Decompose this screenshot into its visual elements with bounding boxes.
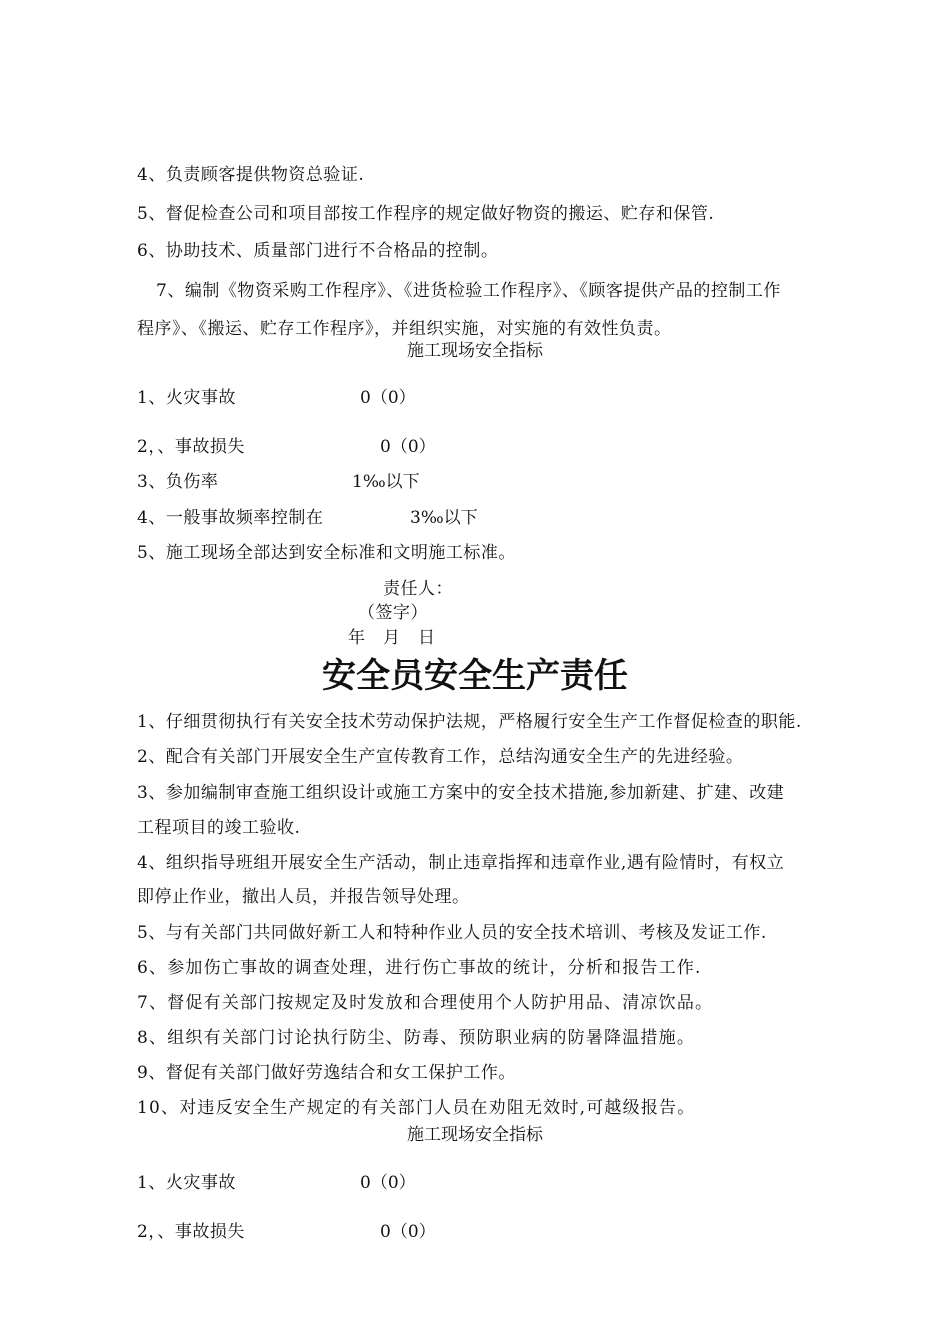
indicator-label: 1、火灾事故 xyxy=(137,1173,236,1193)
signature-note: （签字） xyxy=(358,603,428,623)
indicator-label: 5、施工现场全部达到安全标准和文明施工标准。 xyxy=(137,543,516,563)
list-item: 8、组织有关部门讨论执行防尘、防毒、预防职业病的防暑降温措施。 xyxy=(137,1028,696,1048)
list-item: 3、参加编制审查施工组织设计或施工方案中的安全技术措施,参加新建、扩建、改建 xyxy=(137,783,785,803)
indicator-value: 1‰以下 xyxy=(352,472,420,492)
indicator-value: 0（0） xyxy=(380,1222,436,1242)
responsible-person: 责任人： xyxy=(383,579,453,599)
indicators-title: 施工现场安全指标 xyxy=(407,341,543,361)
list-item: 即停止作业，撤出人员，并报告领导处理。 xyxy=(137,887,470,907)
list-item: 6、协助技术、质量部门进行不合格品的控制。 xyxy=(137,241,499,261)
indicator-value: 3‰以下 xyxy=(410,508,478,528)
indicators-title: 施工现场安全指标 xyxy=(407,1125,543,1145)
indicator-value: 0（0） xyxy=(360,388,416,408)
section-title: 安全员安全生产责任 xyxy=(322,656,628,696)
indicator-label: 3、负伤率 xyxy=(137,472,219,492)
list-item: 2、配合有关部门开展安全生产宣传教育工作，总结沟通安全生产的先进经验。 xyxy=(137,747,744,767)
signature-date: 年 月 日 xyxy=(348,628,436,648)
list-item: 程序》、《搬运、贮存工作程序》，并组织实施，对实施的有效性负责。 xyxy=(137,319,672,339)
list-item: 4、组织指导班组开展安全生产活动，制止违章指挥和违章作业,遇有险情时，有权立 xyxy=(137,853,785,873)
list-item: 1、仔细贯彻执行有关安全技术劳动保护法规，严格履行安全生产工作督促检查的职能. xyxy=(137,712,802,732)
list-item: 4、负责顾客提供物资总验证. xyxy=(137,165,365,185)
indicator-label: 1、火灾事故 xyxy=(137,388,236,408)
list-item: 6、参加伤亡事故的调查处理，进行伤亡事故的统计，分析和报告工作. xyxy=(137,958,702,978)
indicator-value: 0（0） xyxy=(360,1173,416,1193)
list-item: 5、督促检查公司和项目部按工作程序的规定做好物资的搬运、贮存和保管. xyxy=(137,204,715,224)
list-item: 工程项目的竣工验收. xyxy=(137,818,301,838)
list-item: 5、与有关部门共同做好新工人和特种作业人员的安全技术培训、考核及发证工作. xyxy=(137,923,767,943)
indicator-label: 4、一般事故频率控制在 xyxy=(137,508,324,528)
indicator-value: 0（0） xyxy=(380,437,436,457)
indicator-label: 2，、事故损失 xyxy=(137,437,245,457)
indicator-label: 2，、事故损失 xyxy=(137,1222,245,1242)
list-item: 10、对违反安全生产规定的有关部门人员在劝阻无效时,可越级报告。 xyxy=(137,1098,696,1118)
list-item: 7、督促有关部门按规定及时发放和合理使用个人防护用品、清凉饮品。 xyxy=(137,993,714,1013)
list-item: 9、督促有关部门做好劳逸结合和女工保护工作。 xyxy=(137,1063,516,1083)
list-item: 7、编制《物资采购工作程序》、《进货检验工作程序》、《顾客提供产品的控制工作 xyxy=(156,281,781,301)
